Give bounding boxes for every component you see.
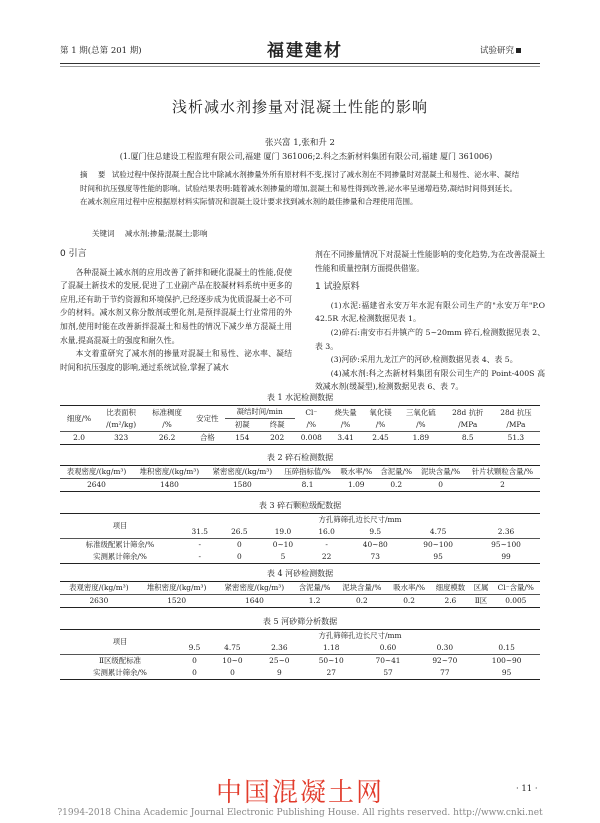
t1-head: 三氧化硫 /% — [398, 406, 444, 432]
t2-head: 紧密密度/(kg/m³) — [212, 467, 273, 476]
t1-head: 标准稠度 /% — [144, 406, 190, 432]
t5-cell: 10~0 — [222, 656, 243, 665]
table3-caption: 表 3 碎石颗粒级配数据 — [258, 501, 342, 510]
materials-heading: 1 试验原料 — [315, 282, 360, 293]
t1-cell: 51.3 — [507, 433, 525, 442]
abstract-text: 试验过程中保持混凝土配合比中除减水剂掺量外所有原材料不变,探讨了减水剂在不同掺量时对混凝土和易性、泌水率、凝结时间和抗压强度等性能的影响。试验结果表明:随着减水剂掺量的增加,混凝土和易性得到改善,泌水率呈递增趋势,凝结时间得到延长。在减水剂应用过程中应根据原材料实际情况和混凝土设计要求找到减水剂的最佳掺量和合理使用范围。 — [80, 170, 520, 206]
header-rule-thin — [60, 66, 540, 67]
t1-cell: 3.41 — [337, 433, 354, 442]
t4-cell: Ⅱ区 — [474, 596, 488, 605]
t5-cell: 25~0 — [269, 656, 290, 665]
t3-item-head: 项目 — [60, 514, 180, 539]
t3-cell: 73 — [370, 552, 380, 561]
t3-size: 4.75 — [429, 527, 447, 536]
table2-caption: 表 2 碎石检测数据 — [266, 453, 334, 462]
t4-cell: 2.6 — [444, 596, 457, 605]
t3-cell: 40~80 — [362, 540, 388, 549]
t2-head: 表观密度/(kg/m³) — [66, 467, 127, 476]
abstract-label: 摘 要 — [80, 170, 110, 179]
t4-cell: 2630 — [89, 596, 109, 605]
t3-size: 26.5 — [231, 527, 248, 536]
t3-row-label: 实测累计筛余/% — [93, 552, 147, 561]
t1-head: Cl⁻ /% — [295, 406, 329, 432]
t3-cell: - — [198, 540, 202, 549]
t5-cell: 0 — [192, 668, 197, 677]
t1-cell: 1.89 — [412, 433, 430, 442]
t1-head: 氧化镁 /% — [363, 406, 398, 432]
t4-head: 表观密度/(kg/m³) — [69, 583, 129, 592]
t1-head: 细度/% — [60, 406, 98, 432]
t5-size: 1.18 — [322, 643, 340, 652]
t5-size: 9.5 — [188, 643, 201, 652]
t1-head: 比表面积 /(m²/kg) — [98, 406, 144, 432]
t2-head: 含泥量/% — [380, 467, 413, 476]
t5-cell: 95 — [501, 668, 512, 677]
t2-cell: 2640 — [87, 480, 106, 489]
t5-cell: 77 — [440, 668, 450, 677]
left-column — [60, 248, 292, 374]
t4-head: 区属 — [473, 583, 489, 592]
t2-head: 吸水率/% — [340, 467, 373, 476]
t2-cell: 1480 — [160, 480, 179, 489]
header-rule — [60, 63, 540, 64]
t3-cell: - — [325, 540, 328, 549]
t3-cell: 0 — [236, 552, 242, 561]
t2-head: 压碎指标值/% — [284, 467, 331, 476]
t1-cell: 202 — [270, 433, 285, 442]
t5-size: 0.15 — [498, 643, 515, 652]
t4-cell: 1520 — [167, 596, 187, 605]
t1-head: 烧失量 /% — [328, 406, 363, 432]
t2-head: 针片状颗粒含量/% — [471, 467, 534, 476]
issue-label: 第 1 期(总第 201 期) — [60, 46, 142, 56]
table5-caption: 表 5 河砂筛分析数据 — [262, 617, 338, 626]
t2-cell: 8.1 — [301, 480, 314, 489]
t5-cell: 9 — [276, 668, 282, 677]
keywords-text: 减水剂;掺量;混凝土;影响 — [124, 229, 208, 238]
t3-sieve-head: 方孔筛筛孔边长尺寸/mm — [318, 515, 402, 524]
t1-cell: 2.0 — [73, 433, 85, 442]
t5-cell: 57 — [383, 668, 393, 677]
t1-cell: 2.45 — [372, 433, 389, 442]
table4-caption: 表 4 河砂检测数据 — [266, 569, 334, 578]
intro-heading: 0 引言 — [60, 249, 87, 259]
section-label: 试验研究 — [480, 44, 521, 56]
intro-paragraph-1: 各种混凝土减水剂的应用改善了新拌和硬化混凝土的性能,促使了混凝土新技术的发展,促进了工业副产品在胶凝材料系统中更多的应用,还有助于节约资源和环境保护,已经逐步成为优质混凝土必不可少的材料。减水剂又称分散剂或塑化剂,是预拌混凝土行业常用的外加剂,使用时能在改善新拌混凝土和易性的情况下减少单方混凝土用水量,提高混凝土的强度和耐久性。 — [60, 267, 292, 345]
t5-size: 0.60 — [379, 643, 397, 652]
t5-cell: 27 — [326, 668, 336, 677]
table2-gravel — [60, 465, 540, 492]
t5-cell: 0 — [192, 656, 197, 665]
t4-head: Cl⁻含量/% — [497, 583, 534, 592]
material-item: (1)水泥:福建省永安万年水泥有限公司生产的"永安万年"P.O 42.5R 水泥,检测数据见表 1。 — [315, 300, 545, 324]
t5-cell: 92~70 — [432, 656, 458, 665]
t5-cell: 70~41 — [375, 656, 401, 665]
t2-head: 堆积密度/(kg/m³) — [139, 467, 200, 476]
table1-cement — [60, 405, 540, 445]
t3-row-label: 标准级配累计筛余/% — [85, 540, 155, 549]
t4-cell: 0.005 — [505, 596, 527, 605]
t2-cell: 0.2 — [390, 480, 403, 489]
abstract — [80, 168, 520, 209]
journal-logo: 福建建材 — [267, 41, 343, 61]
t5-cell: 0 — [230, 668, 235, 677]
t1-head: 28d 抗压 /MPa — [492, 406, 540, 432]
t5-sieve-head: 方孔筛筛孔边长尺寸/mm — [318, 631, 402, 640]
t5-size: 2.36 — [271, 643, 288, 652]
t1-cell: 8.5 — [461, 433, 474, 442]
table1-caption: 表 1 水泥检测数据 — [266, 393, 334, 402]
t1-cell: 26.2 — [158, 433, 176, 442]
t1-head: 28d 抗折 /MPa — [444, 406, 492, 432]
t3-cell: 22 — [321, 552, 332, 561]
t3-size: 19.0 — [274, 527, 292, 536]
t1-head: 安定性 — [190, 406, 225, 432]
page-number: · 11 · — [516, 784, 538, 794]
t4-head: 吸水率/% — [393, 583, 425, 592]
right-column — [315, 248, 545, 394]
t3-size: 2.36 — [497, 527, 515, 536]
t1-cell: 323 — [114, 433, 129, 442]
t5-cell: 50~10 — [318, 656, 344, 665]
t3-cell: 5 — [280, 552, 286, 561]
t2-cell: 0 — [438, 480, 443, 489]
t3-cell: 99 — [501, 552, 511, 561]
intro-paragraph-2: 本文着重研究了减水剂的掺量对混凝土和易性、泌水率、凝结时间和抗压强度的影响,通过系统试验,掌握了减水 — [60, 349, 292, 372]
table4-sand — [60, 581, 540, 608]
t4-cell: 1.2 — [308, 596, 321, 605]
t4-head: 堆积密度/(kg/m³) — [146, 583, 207, 592]
material-item: (2)碎石:南安市石井镇产的 5~20mm 碎石,检测数据见表 2、表 3。 — [315, 327, 545, 351]
intro-paragraph-cont: 剂在不同掺量情况下对混凝土性能影响的变化趋势,为在改善混凝土性能和质量控制方面提供借鉴。 — [315, 250, 545, 273]
t5-row-label: 实测累计筛余/% — [93, 668, 147, 677]
affiliation: (1.厦门住总建设工程监理有限公司,福建 厦门 361006;2.科之杰新材料集团有限公司,福建 厦门 361006) — [119, 152, 493, 161]
t1-cell: 154 — [235, 433, 250, 442]
authors: 张兴富 1,张和升 2 — [265, 138, 335, 148]
t2-cell: 2 — [500, 480, 505, 489]
keywords-label: 关键词 — [92, 229, 115, 238]
copyright-line: ?1994-2018 China Academic Journal Electronic Publishing House. All rights reserved. http://www.cnki.net — [57, 808, 543, 818]
t3-cell: 0~10 — [272, 540, 294, 549]
t2-cell: 1.09 — [348, 480, 365, 489]
t5-item-head: 项目 — [60, 630, 180, 655]
t5-row-label: Ⅱ区级配标准 — [99, 656, 141, 665]
table5-sand-sieve — [60, 629, 540, 680]
t4-cell: 1640 — [245, 596, 264, 605]
t1-cell: 0.008 — [300, 433, 322, 442]
t3-cell: - — [198, 552, 202, 561]
t1-subhead: 终凝 — [260, 419, 295, 432]
t4-head: 紧密密度/(kg/m³) — [224, 583, 285, 592]
material-item: (4)减水剂:科之杰新材料集团有限公司生产的 Point-400S 高效减水剂(缓凝型),检测数据见表 6、表 7。 — [315, 368, 545, 392]
keywords — [80, 228, 520, 239]
t3-size: 16.0 — [318, 527, 335, 536]
article-title: 浅析减水剂掺量对混凝土性能的影响 — [171, 98, 428, 116]
t4-cell: 0.2 — [355, 596, 368, 605]
t5-cell: 100~90 — [491, 656, 522, 665]
t1-subhead: 初凝 — [225, 419, 260, 432]
t1-cell: 合格 — [199, 433, 215, 442]
t5-size: 4.75 — [224, 643, 241, 652]
table3-gravel-grading — [60, 513, 540, 564]
material-item: (3)河砂:采用九龙江产的河砂,检测数据见表 4、表 5。 — [330, 355, 518, 365]
t3-cell: 95 — [433, 552, 443, 561]
watermark: 中国混凝土网 — [215, 778, 384, 808]
t3-size: 9.5 — [369, 527, 382, 536]
t3-cell: 90~100 — [423, 540, 453, 549]
t4-head: 细度模数 — [435, 583, 466, 592]
t5-size: 0.30 — [436, 643, 454, 652]
t4-head: 泥块含量/% — [342, 583, 382, 592]
t2-head: 泥块含量/% — [421, 467, 461, 476]
t3-cell: 0 — [236, 540, 242, 549]
t2-cell: 1580 — [232, 480, 252, 489]
t3-size: 31.5 — [191, 527, 208, 536]
t3-cell: 95~100 — [491, 540, 521, 549]
t1-head: 凝结时间/min — [225, 406, 295, 419]
t4-head: 含泥量/% — [298, 583, 331, 592]
t4-cell: 0.2 — [403, 596, 415, 605]
section-square-icon — [516, 48, 521, 53]
